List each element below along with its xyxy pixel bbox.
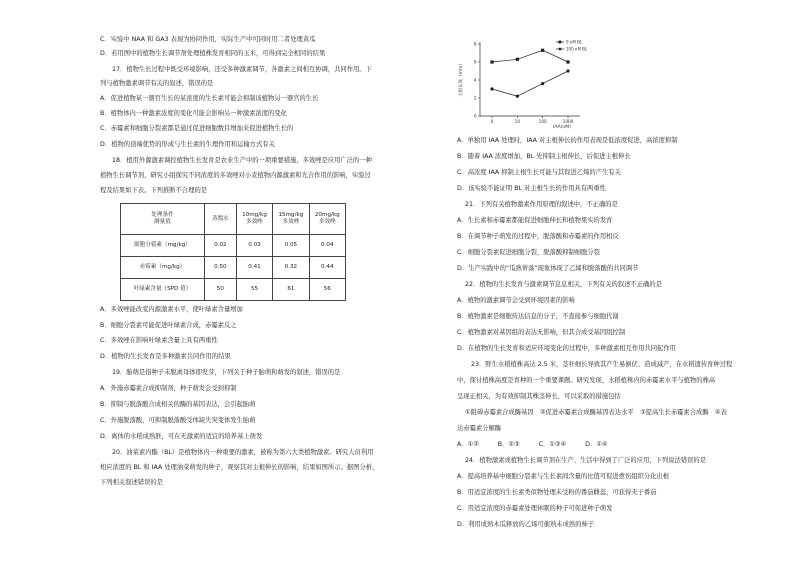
q23-options-2: 达赤霉素分解酶 [457,425,502,432]
q19-option-d: D．离体的水稻成熟胚，可在无激素的适宜的培养基上萌发 [100,433,263,440]
x-tick-label: 10 [514,119,521,124]
q23-stem-1: 23．野生水稻植株高达 2.5 米，茎秆细长导致其产生易倒伏、造成减产，在水稻遗传育种过程 [471,361,733,368]
x-tick-label: 100 [538,119,547,124]
table-row: 赤霉素（mg/kg） 0.50 0.41 0.32 0.44 [121,257,346,279]
q23-stem-3: 呈现正相关，为有效抑制其株茎伸长，可以采取的措施包括 [457,393,621,400]
y-axis-label: 主根长度（mm） [459,61,464,97]
legend-label: 100 nM BL [566,46,588,52]
q18-option-a: A．多效唑能改变内源激素水平，使叶绿素含量增加 [100,306,243,313]
q16-option-d: D．若用图中的植物生长调节剂处理植株发育相同的玉米，可得到完全相同的结果 [100,50,326,57]
q17-option-a: A．促进植物某一器官生长的某浓度的生长素可能会抑制该植物另一器官的生长 [100,95,319,102]
table-corner-cell: 处理条件 测量值 [121,204,205,235]
q18-stem-1: 18．植用外源激素调控植物生长发育是农业生产中的一项重要措施，多效唑是应用广泛的一种 [112,157,372,164]
q17-option-b: B．植物体内一种激素浓度的变化可能会影响另一种激素浓度的变化 [100,110,287,117]
line-chart [452,34,602,130]
series-line [492,71,568,96]
q22-option-b: B．植物激素是细胞传达信息的分子，不直接参与细胞代谢 [457,313,619,320]
q20-stem-2: 相应浓度的 BL 和 IAA 处理油菜萌发的种子，观察其对主根伸长的影响，结果如图所示。据图分析， [100,464,379,471]
q18-option-d: D．植物的生长发育是多种激素共同作用的结果 [100,353,231,360]
data-table [120,203,346,301]
q17-stem-1: 17．植物生长过程中既受环境影响，还受多种激素调节，各激素之间相互协调，共同作用。下 [112,66,372,73]
q21-option-a: A．生长素和赤霉素都能促进细胞伸长和植物果实的发育 [457,217,613,224]
q20-option-c: C．高浓度 IAA 抑制主根生长可能与其促进乙烯的产生有关 [457,169,621,176]
x-tick-label: 0 [490,119,494,124]
q23-options-1: ①阻碍赤霉素合成酶基因 ②促进赤霉素合成酶基因表达水平 ③提高生长赤霉素合成酶 ④表 [465,409,727,416]
q18-option-c: C．多效唑在影响叶绿素含量上具有两重性 [100,337,218,344]
q22-option-c: C．植物激素对基因组的表达无影响，但其合成受基因组控制 [457,329,626,336]
q22-option-a: A．植物的激素调节会受到环境因素的影响 [457,297,575,304]
series-line [492,50,568,62]
data-point [541,82,544,85]
x-tick-label: 1000 [562,119,574,124]
data-point [541,49,544,52]
q22-stem: 22．植物的生长发育与激素调节息息相关，下列有关的叙述不正确的是 [465,281,662,288]
x-axis-label: IAA(nM) [553,125,571,130]
q20-option-a: A．单独用 IAA 处理时，IAA 对主根伸长的作用表现是低浓度促进，高浓度抑制 [457,137,678,144]
legend-label: 0 nM BL [566,39,583,45]
q24-stem: 24．植物激素或植物生长调节剂在生产、生活中得到了广泛的应用，下列说法错误的是 [465,457,706,464]
q18-option-b: B．细胞分裂素可能促进叶绿素合成，赤霉素反之 [100,322,237,329]
q24-option-b: B．用适宜浓度的生长素类似物处理未受粉的番茄雌蕊，可获得无子番茄 [457,489,657,496]
q23-stem-2: 中，探讨植株高度是育种的一个重要课题。研究发现，水稻植株内的赤霉素水平与植物的株高 [457,377,716,384]
data-point [566,60,569,63]
q21-option-d: D．生产实践中的“瓜熟蒂落”现象体现了乙烯和脱落酸的共同调节 [457,265,639,272]
data-point [490,87,493,90]
table-row: 叶绿素含量（SPD 值） 50 55 61 56 [121,279,346,301]
q19-option-c: C．外施脱落酸，可抑制脱落酸受体缺失突变体发生胎萌 [100,417,256,424]
y-tick-label: 2 [473,95,477,101]
q20-stem-1: 20．油菜素内酯（BL）是植物体内一种重要的激素，被称为第六大类植物激素。研究人员利用 [112,449,374,456]
y-tick-label: 4 [473,77,477,83]
data-point [516,95,519,98]
header-20mg: 20mg/kg 多效唑 [309,204,345,235]
y-tick-label: 6 [473,59,477,65]
q22-option-d: D．在植物的生长发育和适应环境变化的过程中，多种激素相互作用共同起作用 [457,345,676,352]
data-point [490,60,493,63]
q20-option-d: D．该实验不能证明 BL 对主根生长的作用具有两重性 [457,185,606,192]
q21-option-b: B．在调节种子萌发的过程中，脱落酸和赤霉素的作用相反 [457,233,619,240]
q20-option-b: B．随着 IAA 浓度增加，BL 先抑制主根伸长，后促进主根伸长 [457,153,631,160]
q21-option-c: C．细胞分裂素促进细胞分裂，脱落酸抑制细胞分裂 [457,249,600,256]
q21-stem: 21．下列有关植物激素作用原理的叙述中，不正确的是 [465,201,618,208]
table-row: 细胞分裂素（mg/kg） 0.02 0.03 0.05 0.04 [121,235,346,257]
header-15mg: 15mg/kg 多效唑 [273,204,309,235]
data-point [566,69,569,72]
q18-stem-3: 程及结果如下表。下列推断不合理的是 [100,187,208,194]
y-tick-label: 8 [473,41,477,47]
q24-option-a: A．提高培养基中细胞分裂素与生长素间含量的比值可促进愈伤组织分化出根 [457,473,670,480]
q17-option-c: C．赤霉素和细胞分裂素都是通过促进细胞数目增加来促进植物生长的 [100,125,294,132]
q17-stem-2: 列与植物激素调节有关的叙述，错误的是 [100,80,214,87]
q24-option-c: C．用适宜浓度的赤霉素处理休眠的种子可促进种子萌发 [457,505,613,512]
q18-stem-2: 植物生长调节剂，研究小组探究不同浓度的多效唑对小麦植物内源激素和光合作用的影响，实验过 [100,172,371,179]
q16-option-c: C．实验中 NAA 和 GA3 表现为协同作用，实际生产中可同时用二者处理黄瓜 [100,36,316,43]
header-water: 蒸馏水 [204,204,236,235]
q23-choices: A．①② B．②③ C．①③④ D．①④ [457,441,608,448]
data-point [516,58,519,61]
q24-option-d: D．利用成熟木瓜释放的乙烯可催熟未成熟的柿子 [457,521,595,528]
q19-stem: 19．胎萌是指种子未脱离母体即发芽，下列关于种子胎萌和萌发的叙述，错误的是 [112,369,341,376]
y-tick-label: 0 [473,113,477,119]
q19-option-b: B．抑制与脱落酸合成相关的酶的基因表达，会引起胎萌 [100,401,256,408]
legend-marker [559,41,562,44]
q20-stem-3: 下列相关叙述错误的是 [100,479,163,486]
q17-option-d: D．植物的顶端优势的形成与生长素的生理作用和运输方式有关 [100,141,275,148]
q19-option-a: A．外施赤霉素合成抑制剂，种子萌发会受到抑制 [100,385,237,392]
header-10mg: 10mg/kg 多效唑 [236,204,272,235]
legend-marker [559,48,562,51]
